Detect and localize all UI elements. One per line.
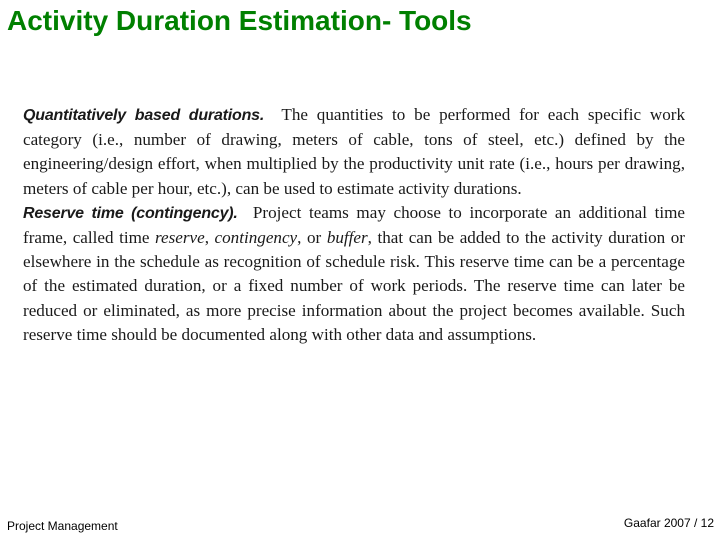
term-contingency: contingency <box>214 228 298 248</box>
reserve-body-end: , that can be added to the activity duration or elsewhere in the schedule as recognition of schedule risk. This reserve time can be a percentage of the estimated duration, or a fixed number of work periods. The reserve time can later be reduced or eliminated, as more precise information about the project becomes available. Such reserve time should be documented along with other data and assumptions. <box>23 228 685 344</box>
reserve-heading: Reserve time (contingency). <box>23 204 238 222</box>
term-reserve: reserve <box>155 228 205 248</box>
term-buffer: buffer <box>326 228 368 248</box>
reserve-paragraph: Reserve time (contingency). Project teams may choose to incorporate an additional time frame, called time reserve, contingency, or buffer, that can be added to the activity duration or elsewhere in the schedule as recognition of schedule risk. This reserve time can be a percentage of the estimated duration, or a fixed number of work periods. The reserve time can later be reduced or eliminated, as more precise information about the project becomes available. Such reserve time should be documented along with other data and assumptions. <box>23 202 686 344</box>
textbook-excerpt <box>23 103 685 347</box>
reserve-body-start: Project teams may choose to incorporate an additional time frame, called time <box>23 202 686 248</box>
footer-course-label: Project Management <box>7 519 118 533</box>
term-separator: , or <box>297 228 322 248</box>
quantitative-heading: Quantitatively based durations. <box>23 107 265 124</box>
slide-title: Activity Duration Estimation- Tools <box>7 5 472 36</box>
quantitative-body: The quantities to be performed for each specific work category (i.e., number of drawing, meters of cable, tons of steel, etc.) defined by the engineering/design effort, when multiplied by the productivity unit rate (i.e., hours per drawing, meters of cable per hour, etc.), can be used to estimate activity durations. <box>23 105 685 198</box>
footer-page-number: Gaafar 2007 / 12 <box>623 516 714 530</box>
quantitative-paragraph <box>23 103 685 201</box>
